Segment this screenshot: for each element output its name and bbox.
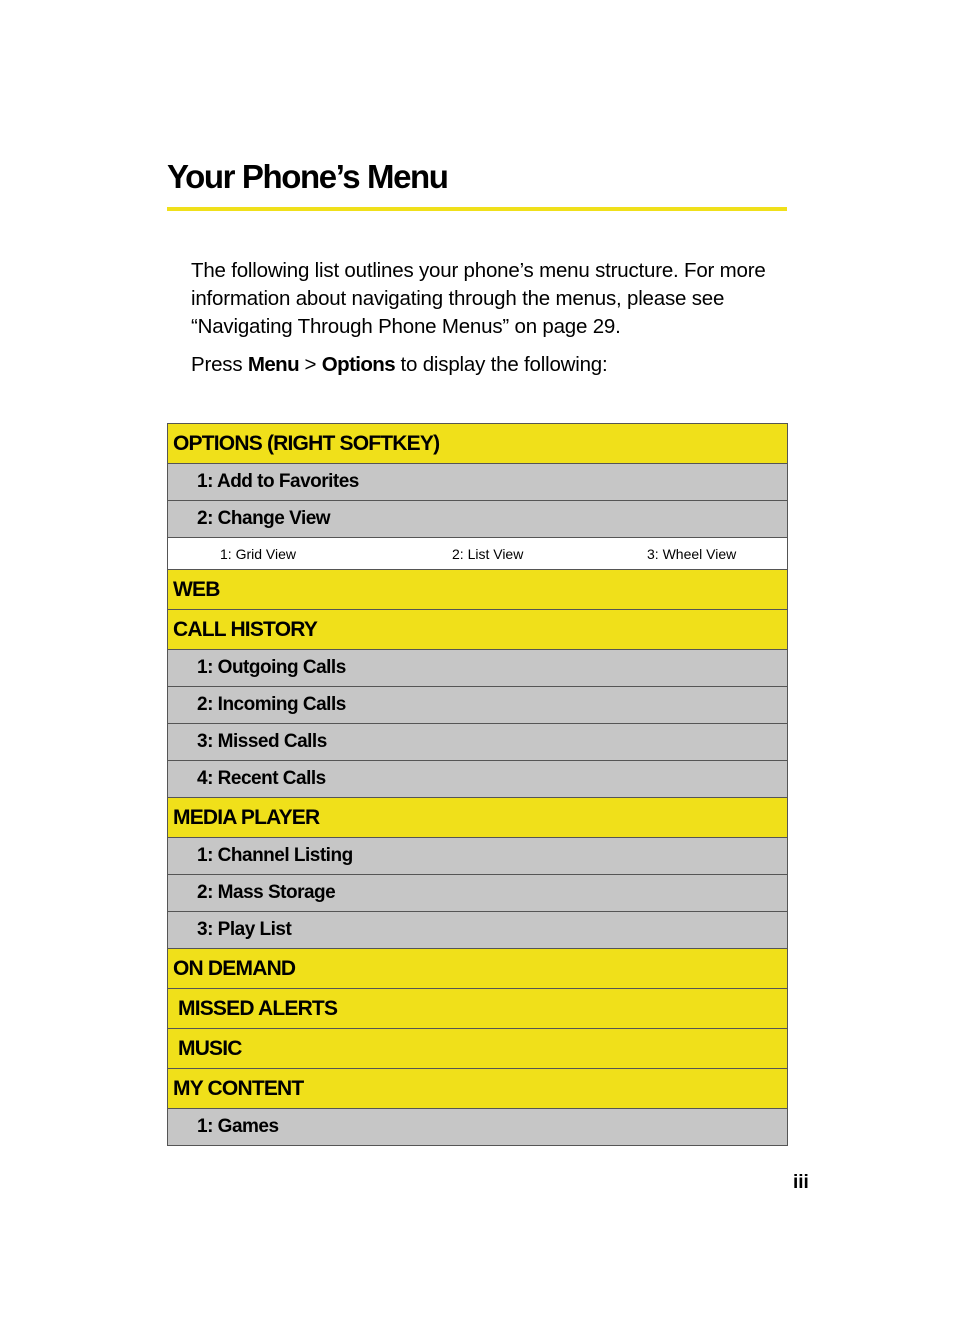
view-option-list: 2: List View bbox=[452, 546, 524, 562]
change-view-options bbox=[168, 538, 787, 570]
press-instruction bbox=[191, 351, 791, 379]
menu-table bbox=[167, 423, 788, 1146]
submenu-item: 1: Channel Listing bbox=[168, 838, 787, 875]
submenu-item: 3: Play List bbox=[168, 912, 787, 949]
page-title: Your Phone’s Menu bbox=[167, 158, 448, 195]
intro-paragraph: The following list outlines your phone’s menu structure. For more information about navigating through the menus, please see “Navigating Through Phone Menus” on page 29. bbox=[191, 259, 766, 338]
press-prefix: Press bbox=[191, 353, 248, 376]
menu-header-media-player: MEDIA PLAYER bbox=[168, 798, 787, 838]
menu-header-music: MUSIC bbox=[168, 1029, 787, 1069]
menu-header-options: OPTIONS (RIGHT SOFTKEY) bbox=[168, 424, 787, 464]
menu-key: Menu bbox=[247, 353, 300, 376]
press-suffix: to display the following: bbox=[395, 353, 608, 376]
view-option-wheel: 3: Wheel View bbox=[647, 546, 737, 562]
press-separator: > bbox=[299, 353, 322, 376]
submenu-item: 3: Missed Calls bbox=[168, 724, 787, 761]
page-number: iii bbox=[793, 1172, 809, 1193]
menu-header-missed-alerts: MISSED ALERTS bbox=[168, 989, 787, 1029]
submenu-item: 2: Mass Storage bbox=[168, 875, 787, 912]
view-option-grid: 1: Grid View bbox=[220, 546, 296, 562]
options-key: Options bbox=[321, 353, 396, 376]
submenu-item: 1: Add to Favorites bbox=[168, 464, 787, 501]
menu-header-web: WEB bbox=[168, 570, 787, 610]
title-underline bbox=[167, 207, 787, 211]
menu-header-call-history: CALL HISTORY bbox=[168, 610, 787, 650]
menu-header-my-content: MY CONTENT bbox=[168, 1069, 787, 1109]
submenu-item: 2: Incoming Calls bbox=[168, 687, 787, 724]
menu-header-on-demand: ON DEMAND bbox=[168, 949, 787, 989]
submenu-item: 2: Change View bbox=[168, 501, 787, 538]
submenu-item: 1: Outgoing Calls bbox=[168, 650, 787, 687]
submenu-item: 1: Games bbox=[168, 1109, 787, 1146]
submenu-item: 4: Recent Calls bbox=[168, 761, 787, 798]
